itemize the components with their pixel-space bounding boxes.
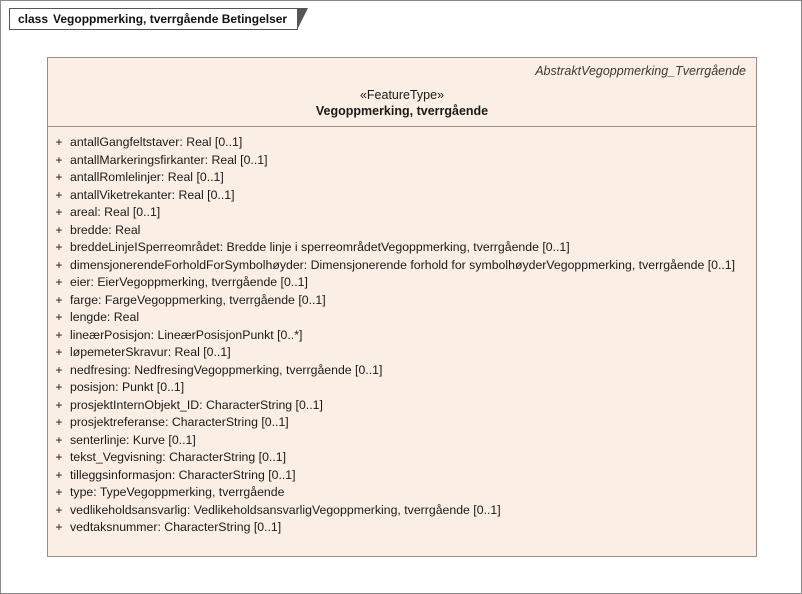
attribute-visibility-marker: + [55,520,63,534]
class-attribute-row[interactable] [48,362,756,380]
class-attribute-row[interactable] [48,187,756,205]
attribute-visibility-marker: + [55,432,63,447]
class-attribute-row[interactable] [48,134,756,152]
attribute-signature: posisjon: Punkt [0..1] [70,380,185,394]
attribute-signature: eier: EierVegoppmerking, tverrgående [0..1] [70,275,308,289]
class-attribute-row[interactable] [48,222,756,240]
attribute-visibility-marker: + [55,485,63,499]
class-attribute-row[interactable] [48,309,756,327]
attribute-signature: lengde: Real [70,310,140,324]
attribute-signature: areal: Real [0..1] [70,205,161,219]
attribute-signature: løpemeterSkravur: Real [0..1] [70,345,231,359]
frame-keyword: class [18,12,49,26]
class-attribute-row[interactable] [48,327,756,345]
attribute-visibility-marker: + [55,240,63,254]
attribute-signature: dimensjonerendeForholdForSymbolhøyder: Dimensjonerende forhold for symbolhøyderVegoppmerking, tverrgående [0..1] [70,257,736,272]
class-attribute-row[interactable] [48,204,756,222]
diagram-frame-tab [9,8,298,30]
attribute-signature: lineærPosisjon: LineærPosisjonPunkt [0..*] [70,327,303,342]
attribute-visibility-marker: + [55,327,63,342]
attribute-visibility-marker: + [55,502,63,517]
class-attribute-row[interactable] [48,432,756,450]
attribute-signature: antallGangfeltstaver: Real [0..1] [70,135,243,149]
attribute-visibility-marker: + [55,415,63,429]
attribute-visibility-marker: + [55,275,63,289]
class-stereotype: «FeatureType» [359,88,445,102]
class-attribute-row[interactable] [48,397,756,415]
attribute-signature: antallMarkeringsfirkanter: Real [0..1] [70,152,268,167]
attribute-visibility-marker: + [55,292,63,307]
class-attribute-row[interactable] [48,484,756,502]
attribute-signature: antallRomlelinjer: Real [0..1] [70,170,224,184]
attribute-visibility-marker: + [55,135,63,149]
attribute-visibility-marker: + [55,187,63,202]
attribute-visibility-marker: + [55,310,63,324]
attribute-signature: prosjektreferanse: CharacterString [0..1] [70,415,289,429]
attribute-signature: prosjektInternObjekt_ID: CharacterString [0..1] [70,397,323,412]
class-attribute-row[interactable] [48,239,756,257]
attribute-signature: breddeLinjeISperreområdet: Bredde linje i sperreområdetVegoppmerking, tverrgående [0..1] [70,240,570,254]
attribute-visibility-marker: + [55,152,63,167]
attribute-signature: nedfresing: NedfresingVegoppmerking, tverrgående [0..1] [70,362,383,377]
class-attribute-row[interactable] [48,292,756,310]
attribute-visibility-marker: + [55,397,63,412]
attribute-signature: tilleggsinformasjon: CharacterString [0..1] [70,467,296,482]
attribute-visibility-marker: + [55,257,63,272]
frame-title: Vegoppmerking, tverrgående Betingelser [53,12,288,26]
class-header [48,58,756,127]
class-attribute-row[interactable] [48,274,756,292]
attribute-visibility-marker: + [55,362,63,377]
package-label: AbstraktVegoppmerking_Tverrgående [535,64,746,78]
attribute-signature: bredde: Real [70,222,141,237]
class-attribute-row[interactable] [48,152,756,170]
attribute-visibility-marker: + [55,345,63,359]
attribute-signature: senterlinje: Kurve [0..1] [70,432,196,447]
class-attribute-row[interactable] [48,257,756,275]
attribute-signature: vedlikeholdsansvarlig: VedlikeholdsansvarligVegoppmerking, tverrgående [0..1] [70,502,501,517]
class-attribute-row[interactable] [48,379,756,397]
attribute-signature: tekst_Vegvisning: CharacterString [0..1] [70,450,286,464]
class-attribute-row[interactable] [48,344,756,362]
attribute-signature: type: TypeVegoppmerking, tverrgående [70,485,285,499]
class-attribute-row[interactable] [48,449,756,467]
attribute-visibility-marker: + [55,450,63,464]
attribute-visibility-marker: + [55,467,63,482]
class-attribute-row[interactable] [48,519,756,537]
attribute-visibility-marker: + [55,205,63,219]
class-attribute-row[interactable] [48,414,756,432]
attribute-visibility-marker: + [55,380,63,394]
class-attribute-row[interactable] [48,502,756,520]
class-attribute-row[interactable] [48,169,756,187]
attribute-visibility-marker: + [55,170,63,184]
class-name: Vegoppmerking, tverrgående [315,104,489,118]
attribute-signature: antallViketrekanter: Real [0..1] [70,187,235,202]
class-box-vegoppmerking-tverrgaaende[interactable] [47,57,757,557]
attribute-signature: farge: FargeVegoppmerking, tverrgående [0..1] [70,292,326,307]
attribute-list [48,127,756,537]
class-attribute-row[interactable] [48,467,756,485]
attribute-signature: vedtaksnummer: CharacterString [0..1] [70,520,282,534]
attribute-visibility-marker: + [55,222,63,237]
